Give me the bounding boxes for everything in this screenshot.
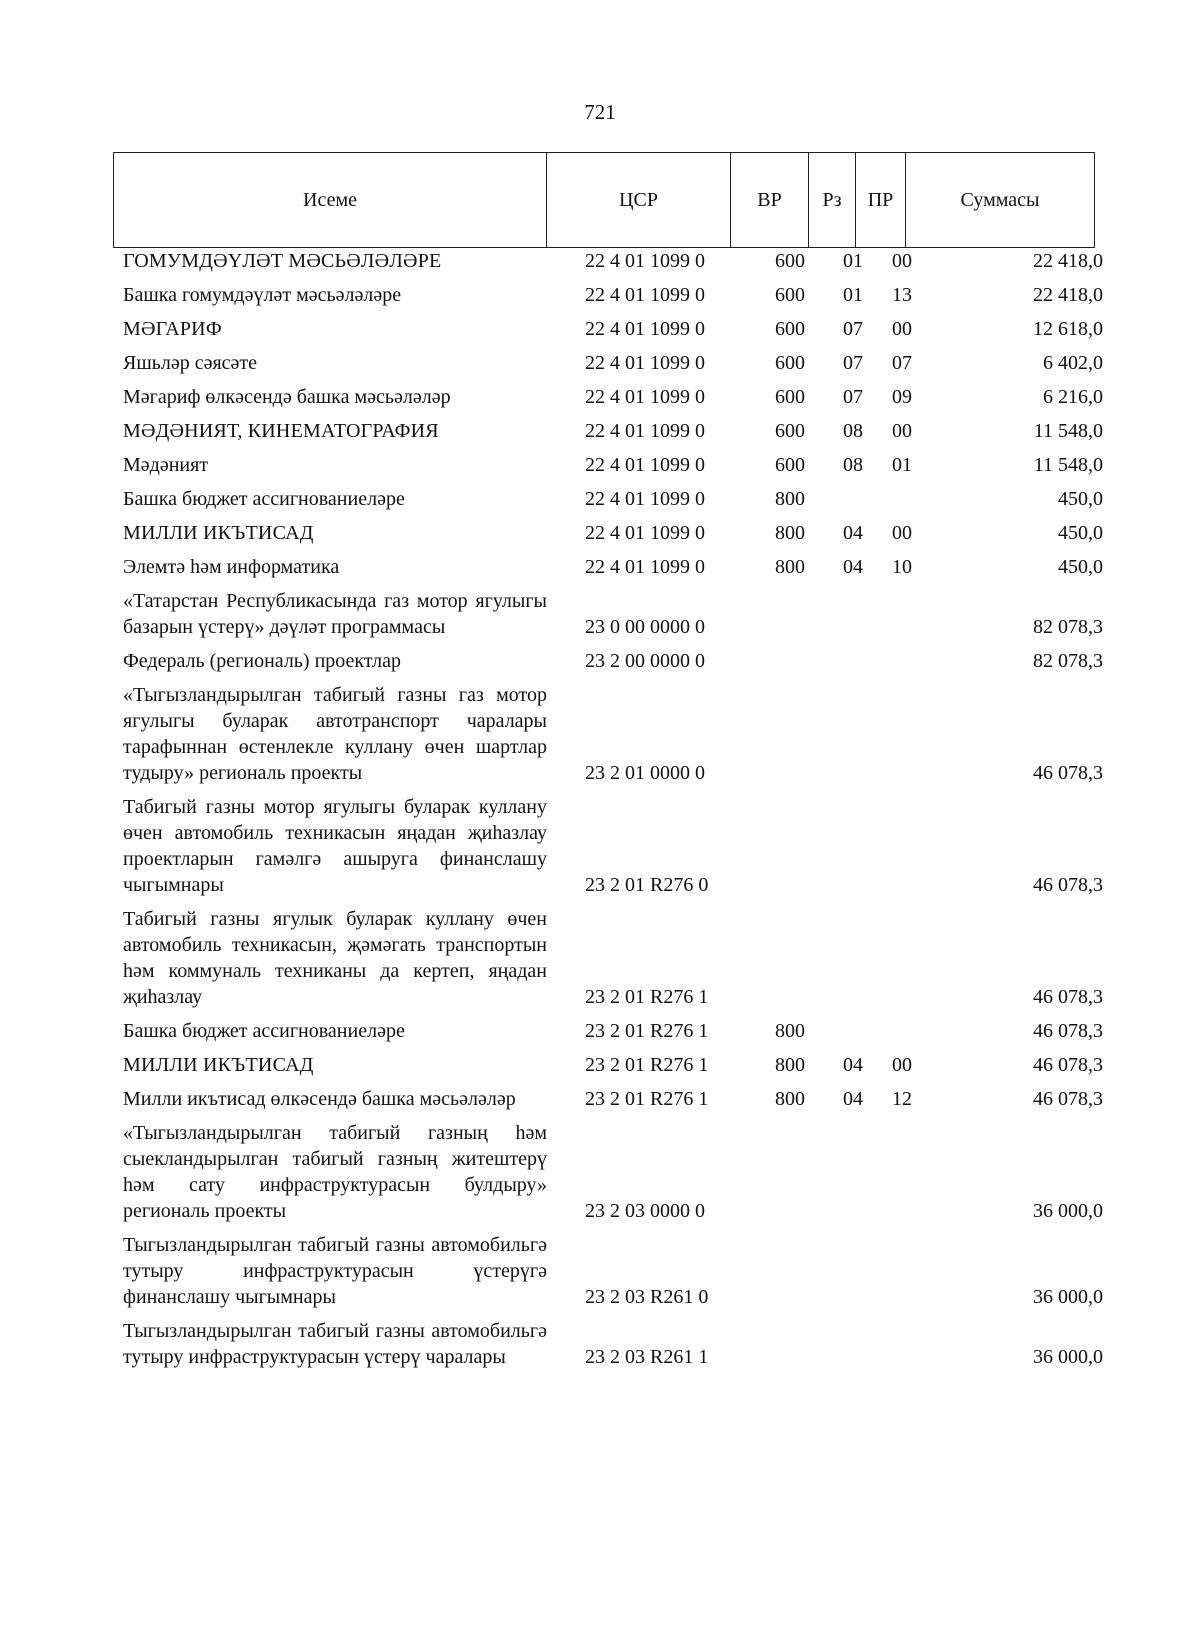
cell-sum: 46 078,3 — [1033, 986, 1103, 1008]
cell-name: Мәдәният — [123, 454, 209, 476]
cell-rz: 04 — [843, 1054, 863, 1076]
cell-rz — [829, 1318, 877, 1378]
cell-rz: 07 — [843, 386, 863, 408]
table-row — [113, 350, 1115, 384]
page-number: 721 — [584, 100, 616, 124]
cell-name: Башка бюджет ассигнованиеләре — [123, 1020, 405, 1042]
cell-pr — [877, 486, 927, 520]
cell-pr: 00 — [892, 318, 912, 340]
column-header-csr: ЦСР — [547, 153, 731, 248]
cell-sum: 450,0 — [1058, 556, 1103, 578]
cell-vr: 600 — [775, 352, 805, 374]
cell-sum: 6 216,0 — [1043, 386, 1103, 408]
cell-vr — [751, 906, 829, 1018]
cell-sum: 46 078,3 — [1033, 874, 1103, 896]
cell-rz — [829, 648, 877, 682]
cell-csr: 23 2 03 R261 1 — [585, 1346, 709, 1368]
cell-vr: 800 — [775, 556, 805, 578]
cell-rz — [829, 1120, 877, 1232]
cell-sum: 450,0 — [1058, 488, 1103, 510]
table-row — [113, 1232, 1115, 1318]
cell-pr: 09 — [892, 386, 912, 408]
cell-name: Милли икътисад өлкәсендә башка мәсьәләләр — [123, 1088, 516, 1110]
cell-name: ГОМУМДӘҮЛӘТ МӘСЬӘЛӘЛӘРЕ — [123, 250, 442, 272]
cell-sum: 36 000,0 — [1033, 1346, 1103, 1368]
cell-pr — [877, 1120, 927, 1232]
cell-csr: 22 4 01 1099 0 — [585, 284, 705, 306]
cell-sum: 22 418,0 — [1033, 250, 1103, 272]
cell-vr — [751, 588, 829, 648]
cell-pr: 00 — [892, 1054, 912, 1076]
cell-csr: 22 4 01 1099 0 — [585, 488, 705, 510]
cell-name: Табигый газны мотор ягулыгы буларак куллану өчен автомобиль техникасын яңадан җиһазлау проектларын гамәлгә ашыруга финанслашу чыгымнары — [123, 796, 547, 896]
table-row — [113, 554, 1115, 588]
cell-pr: 01 — [892, 454, 912, 476]
cell-sum: 450,0 — [1058, 522, 1103, 544]
cell-pr — [877, 1318, 927, 1378]
column-header-vr: ВР — [731, 153, 809, 248]
cell-csr: 23 2 00 0000 0 — [585, 650, 705, 672]
cell-name: Мәгариф өлкәсендә башка мәсьәләләр — [123, 386, 451, 408]
table-row — [113, 316, 1115, 350]
cell-vr: 600 — [775, 284, 805, 306]
cell-pr: 07 — [892, 352, 912, 374]
cell-sum: 46 078,3 — [1033, 762, 1103, 784]
cell-rz — [829, 1232, 877, 1318]
cell-rz: 04 — [843, 1088, 863, 1110]
cell-pr — [877, 648, 927, 682]
cell-csr: 23 2 01 R276 1 — [585, 1054, 709, 1076]
cell-name: «Тыгызландырылган табигый газның һәм сыекландырылган табигый газның житештерү һәм сату инфраструктурасын булдыру» региональ проекты — [123, 1122, 547, 1222]
cell-vr — [751, 682, 829, 794]
header-row — [114, 153, 1095, 248]
cell-rz: 08 — [843, 454, 863, 476]
budget-table — [113, 248, 1115, 1378]
column-header-name: Исеме — [114, 153, 547, 248]
column-header-rz: Рз — [809, 153, 856, 248]
cell-sum: 11 548,0 — [1033, 454, 1103, 476]
cell-name: Элемтә һәм информатика — [123, 556, 340, 578]
cell-sum: 82 078,3 — [1033, 616, 1103, 638]
column-header-pr: ПР — [856, 153, 906, 248]
cell-sum: 82 078,3 — [1033, 650, 1103, 672]
cell-csr: 22 4 01 1099 0 — [585, 318, 705, 340]
cell-rz — [829, 794, 877, 906]
cell-name: «Татарстан Республикасында газ мотор ягулыгы базарын үстерү» дәүләт программасы — [123, 590, 547, 638]
column-header-sum: Суммасы — [906, 153, 1095, 248]
cell-sum: 22 418,0 — [1033, 284, 1103, 306]
cell-pr: 10 — [892, 556, 912, 578]
cell-rz — [829, 588, 877, 648]
cell-vr: 600 — [775, 250, 805, 272]
cell-rz: 07 — [843, 318, 863, 340]
cell-rz — [829, 1018, 877, 1052]
cell-sum: 11 548,0 — [1033, 420, 1103, 442]
table-row — [113, 418, 1115, 452]
cell-name: «Тыгызландырылган табигый газны газ мотор ягулыгы буларак автотранспорт чаралары тарафыннан өстенлекле куллану өчен шартлар тудыру» региональ проекты — [123, 684, 547, 784]
cell-rz: 04 — [843, 522, 863, 544]
cell-rz — [829, 486, 877, 520]
cell-sum: 36 000,0 — [1033, 1200, 1103, 1222]
cell-sum: 46 078,3 — [1033, 1088, 1103, 1110]
cell-name: МИЛЛИ ИКЪТИСАД — [123, 1054, 314, 1076]
cell-csr: 23 2 01 R276 0 — [585, 874, 709, 896]
cell-vr: 600 — [775, 420, 805, 442]
cell-rz: 01 — [843, 284, 863, 306]
table-row — [113, 794, 1115, 906]
table-row — [113, 588, 1115, 648]
cell-rz — [829, 682, 877, 794]
cell-vr — [751, 1120, 829, 1232]
cell-vr: 800 — [775, 1054, 805, 1076]
cell-name: Табигый газны ягулык буларак куллану өчен автомобиль техникасын, җәмәгать транспортын һәм коммуналь техниканы да кертеп, яңадан җиһазлау — [123, 908, 547, 1008]
table-header — [113, 152, 1095, 248]
cell-name: МӘГАРИФ — [123, 318, 222, 340]
cell-pr — [877, 1018, 927, 1052]
table-row — [113, 452, 1115, 486]
cell-csr: 23 2 01 R276 1 — [585, 986, 709, 1008]
cell-csr: 22 4 01 1099 0 — [585, 454, 705, 476]
cell-csr: 22 4 01 1099 0 — [585, 522, 705, 544]
table-row — [113, 906, 1115, 1018]
cell-rz: 07 — [843, 352, 863, 374]
cell-vr: 800 — [775, 1020, 805, 1042]
cell-sum: 12 618,0 — [1033, 318, 1103, 340]
cell-vr: 600 — [775, 386, 805, 408]
cell-pr — [877, 588, 927, 648]
cell-vr: 800 — [775, 1088, 805, 1110]
table-row — [113, 1318, 1115, 1378]
cell-csr: 23 2 01 R276 1 — [585, 1088, 709, 1110]
cell-name: МИЛЛИ ИКЪТИСАД — [123, 522, 314, 544]
cell-pr — [877, 794, 927, 906]
table-row — [113, 486, 1115, 520]
cell-sum: 6 402,0 — [1043, 352, 1103, 374]
cell-vr: 800 — [775, 522, 805, 544]
table-row — [113, 1018, 1115, 1052]
cell-vr: 800 — [775, 488, 805, 510]
cell-pr: 00 — [892, 420, 912, 442]
table-body — [113, 248, 1115, 1378]
cell-csr: 22 4 01 1099 0 — [585, 250, 705, 272]
table-row — [113, 1052, 1115, 1086]
cell-pr — [877, 1232, 927, 1318]
cell-csr: 23 2 01 R276 1 — [585, 1020, 709, 1042]
table-row — [113, 682, 1115, 794]
cell-sum: 36 000,0 — [1033, 1286, 1103, 1308]
cell-sum: 46 078,3 — [1033, 1054, 1103, 1076]
cell-csr: 22 4 01 1099 0 — [585, 420, 705, 442]
cell-pr: 13 — [892, 284, 912, 306]
table-row — [113, 1120, 1115, 1232]
cell-sum: 46 078,3 — [1033, 1020, 1103, 1042]
table-row — [113, 282, 1115, 316]
cell-name: Башка гомумдәүләт мәсьәләләре — [123, 284, 402, 306]
cell-csr: 23 0 00 0000 0 — [585, 616, 705, 638]
cell-vr — [751, 1232, 829, 1318]
cell-vr — [751, 794, 829, 906]
cell-vr: 600 — [775, 318, 805, 340]
table-row — [113, 648, 1115, 682]
cell-csr: 22 4 01 1099 0 — [585, 556, 705, 578]
cell-name: Башка бюджет ассигнованиеләре — [123, 488, 405, 510]
table-row — [113, 384, 1115, 418]
table-row — [113, 520, 1115, 554]
cell-rz: 01 — [843, 250, 863, 272]
cell-rz: 08 — [843, 420, 863, 442]
cell-pr: 12 — [892, 1088, 912, 1110]
cell-csr: 23 2 03 0000 0 — [585, 1200, 705, 1222]
table-row — [113, 1086, 1115, 1120]
cell-vr — [751, 648, 829, 682]
cell-csr: 23 2 01 0000 0 — [585, 762, 705, 784]
table-row — [113, 248, 1115, 282]
cell-rz — [829, 906, 877, 1018]
cell-name: Федераль (региональ) проектлар — [123, 650, 401, 672]
cell-csr: 22 4 01 1099 0 — [585, 386, 705, 408]
cell-vr — [751, 1318, 829, 1378]
cell-csr: 23 2 03 R261 0 — [585, 1286, 709, 1308]
cell-pr — [877, 906, 927, 1018]
cell-pr: 00 — [892, 250, 912, 272]
cell-pr: 00 — [892, 522, 912, 544]
cell-pr — [877, 682, 927, 794]
cell-csr: 22 4 01 1099 0 — [585, 352, 705, 374]
cell-name: Тыгызландырылган табигый газны автомобильгә тутыру инфраструктурасын үстерү чаралары — [123, 1320, 547, 1368]
cell-rz: 04 — [843, 556, 863, 578]
cell-name: Яшьләр сәясәте — [123, 352, 258, 374]
cell-name: МӘДӘНИЯТ, КИНЕМАТОГРАФИЯ — [123, 420, 439, 442]
cell-name: Тыгызландырылган табигый газны автомобильгә тутыру инфраструктурасын үстерүгә финанслашу чыгымнары — [123, 1234, 547, 1308]
cell-vr: 600 — [775, 454, 805, 476]
